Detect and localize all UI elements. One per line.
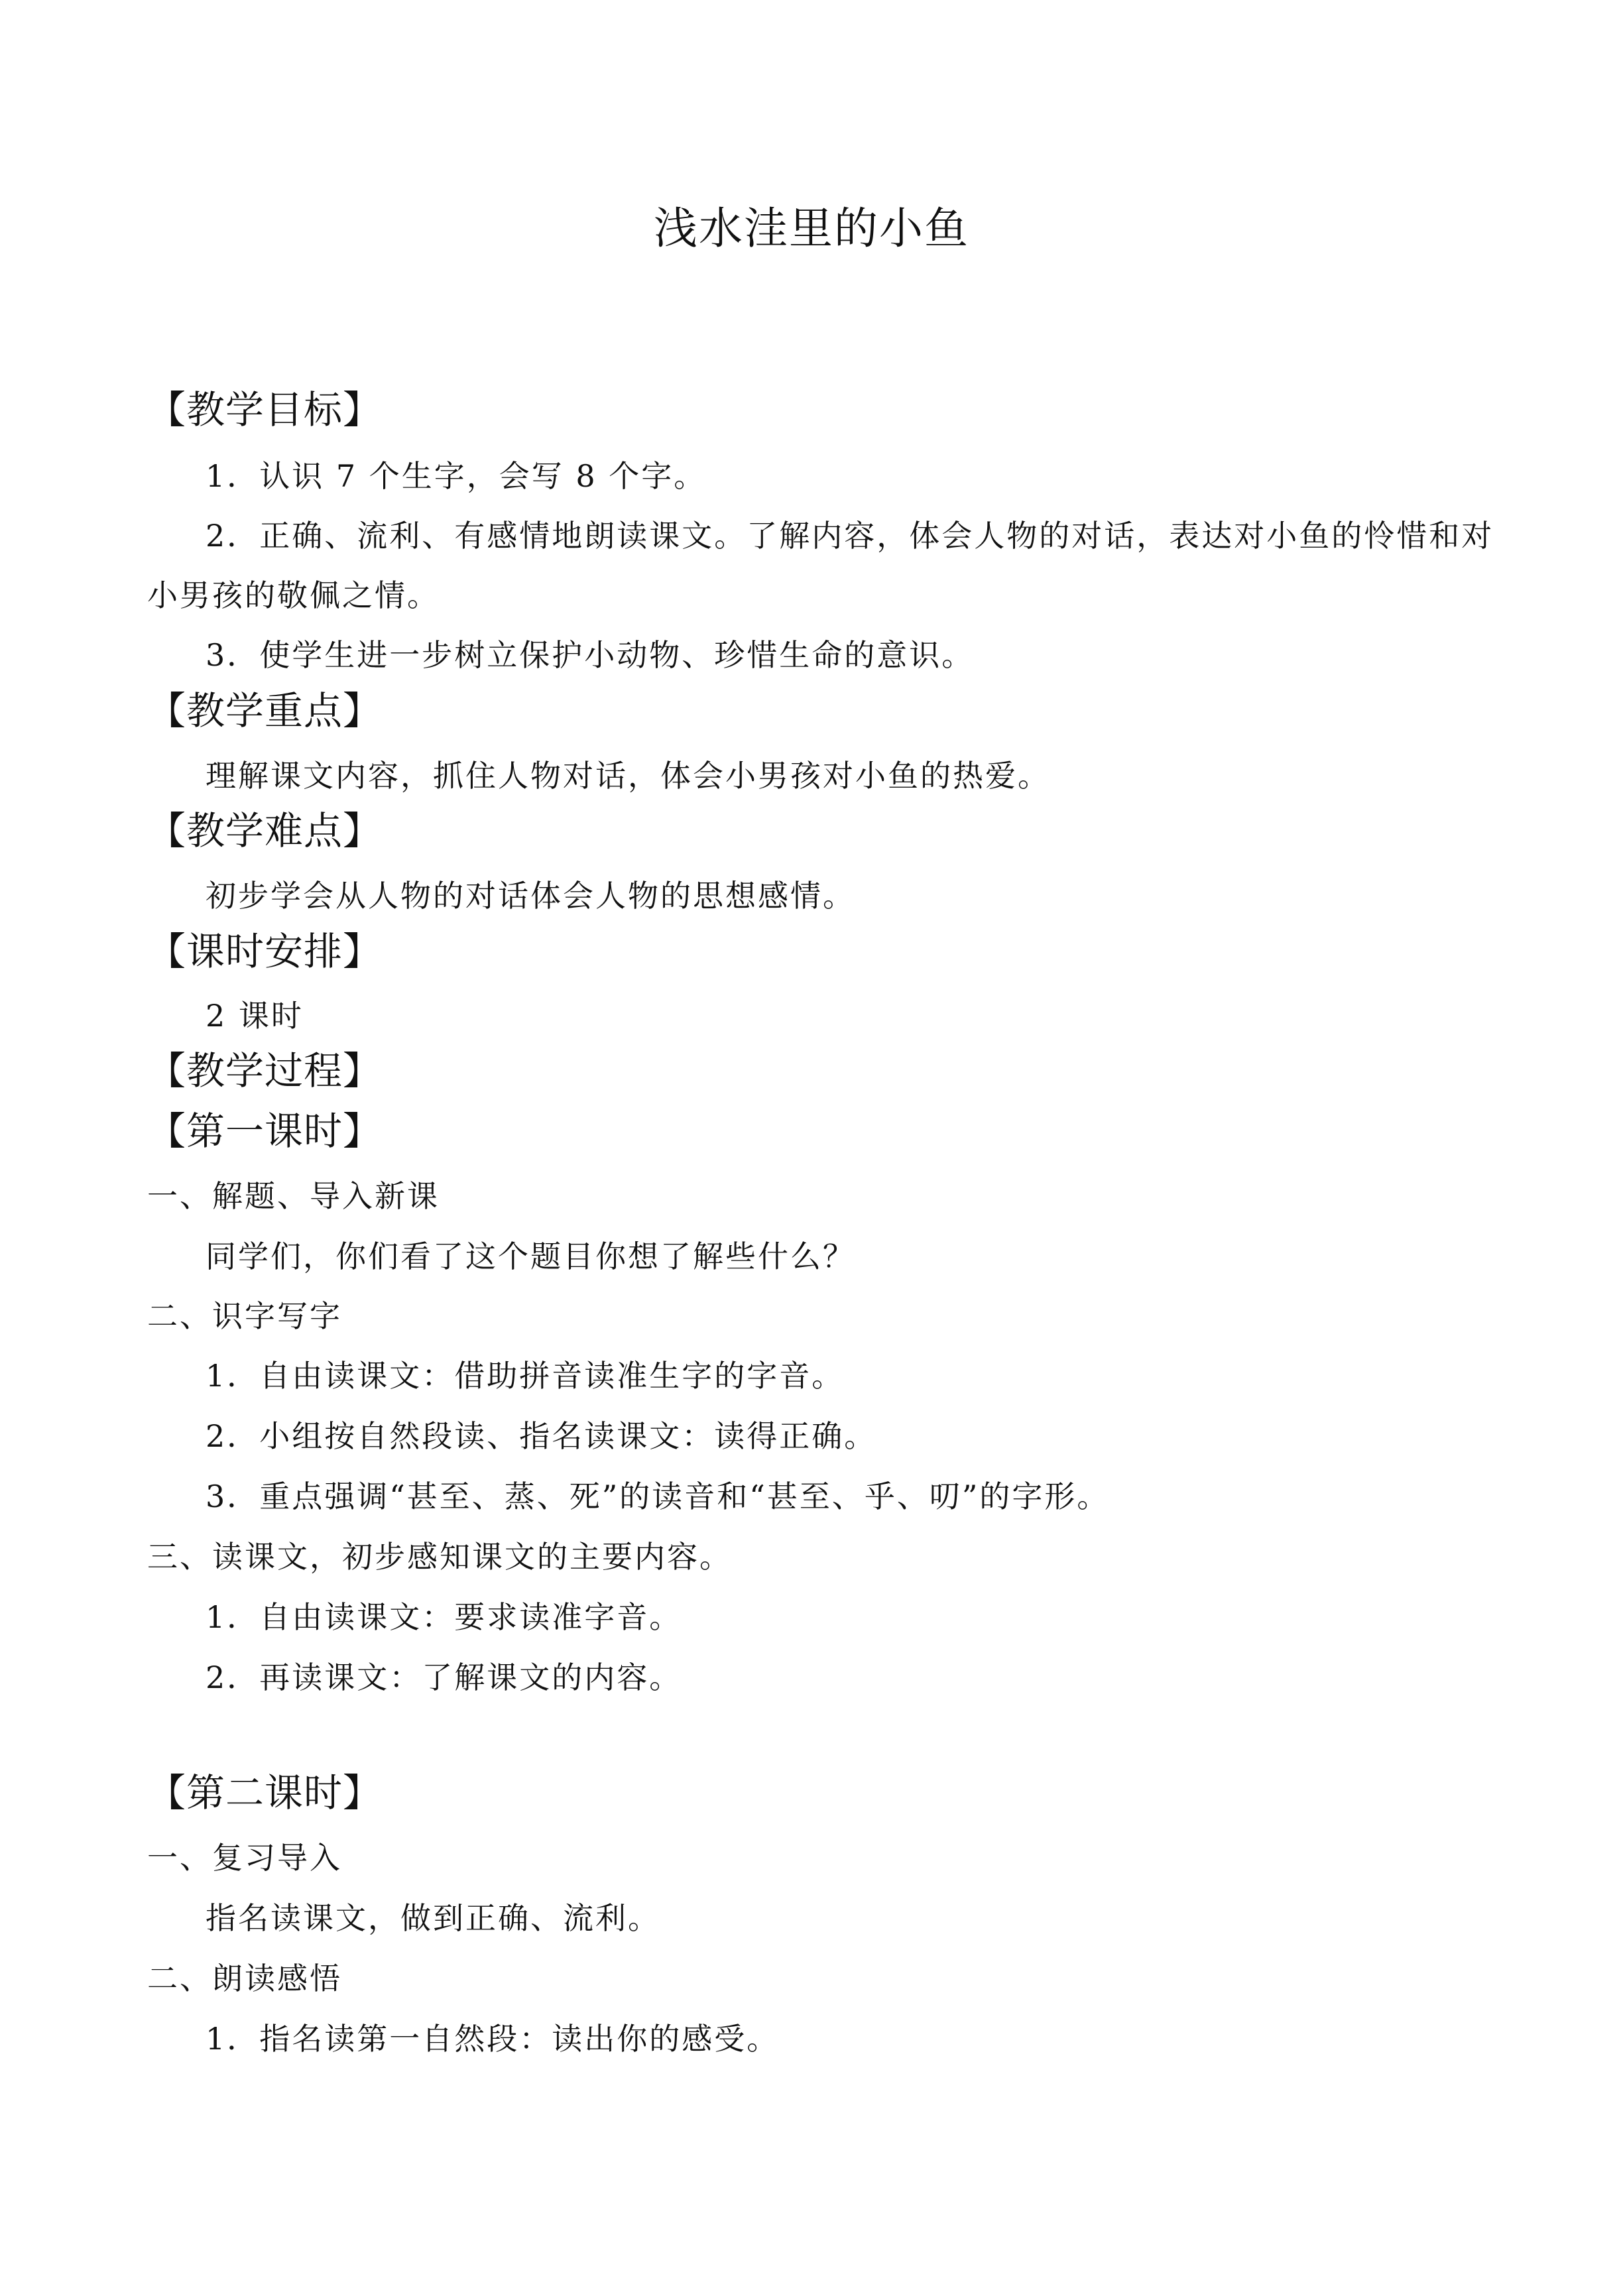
- section-heading-difficulties: 【教学难点】: [147, 808, 383, 853]
- section-heading-goals: 【教学目标】: [147, 387, 383, 432]
- goal-item-2-line-1: 2．正确、流利、有感情地朗读课文。了解内容，体会人物的对话，表达对小鱼的怜惜和对: [206, 518, 1494, 554]
- schedule-text: 2 课时: [206, 998, 304, 1034]
- section-heading-schedule: 【课时安排】: [147, 929, 383, 974]
- lesson1-part2-item-2: 2．小组按自然段读、指名读课文：读得正确。: [206, 1418, 877, 1454]
- section-heading-process: 【教学过程】: [147, 1048, 383, 1093]
- lesson2-part1-text: 指名读课文，做到正确、流利。: [206, 1900, 660, 1936]
- lesson2-part2-title: 二、朗读感悟: [147, 1961, 342, 1996]
- difficulties-text: 初步学会从人物的对话体会人物的思想感情。: [206, 878, 855, 914]
- lesson1-part2-item-3: 3．重点强调“甚至、蒸、死”的读音和“甚至、乎、叨”的字形。: [206, 1479, 1110, 1514]
- lesson1-part3-item-1: 1．自由读课文：要求读准字音。: [206, 1599, 682, 1635]
- lesson2-part2-item-1: 1．指名读第一自然段：读出你的感受。: [206, 2021, 780, 2057]
- document-title: 浅水洼里的小鱼: [654, 203, 969, 254]
- section-heading-lesson-2: 【第二课时】: [147, 1770, 383, 1815]
- lesson2-part1-title: 一、复习导入: [147, 1840, 342, 1876]
- lesson1-part2-item-1: 1．自由读课文：借助拼音读准生字的字音。: [206, 1358, 845, 1394]
- lesson1-part3-title: 三、读课文，初步感知课文的主要内容。: [147, 1539, 732, 1575]
- lesson1-part2-title: 二、识字写字: [147, 1298, 342, 1334]
- lesson1-part3-item-2: 2．再读课文：了解课文的内容。: [206, 1660, 682, 1695]
- goal-item-2-line-2: 小男孩的敬佩之情。: [147, 577, 440, 613]
- lesson1-part1-text: 同学们，你们看了这个题目你想了解些什么？: [206, 1239, 855, 1274]
- section-heading-key-points: 【教学重点】: [147, 688, 383, 733]
- goal-item-3: 3．使学生进一步树立保护小动物、珍惜生命的意识。: [206, 637, 975, 673]
- goal-item-1: 1．认识 7 个生字，会写 8 个字。: [206, 458, 707, 494]
- section-heading-lesson-1: 【第一课时】: [147, 1109, 383, 1154]
- lesson1-part1-title: 一、解题、导入新课: [147, 1178, 440, 1214]
- key-points-text: 理解课文内容，抓住人物对话，体会小男孩对小鱼的热爱。: [206, 758, 1050, 794]
